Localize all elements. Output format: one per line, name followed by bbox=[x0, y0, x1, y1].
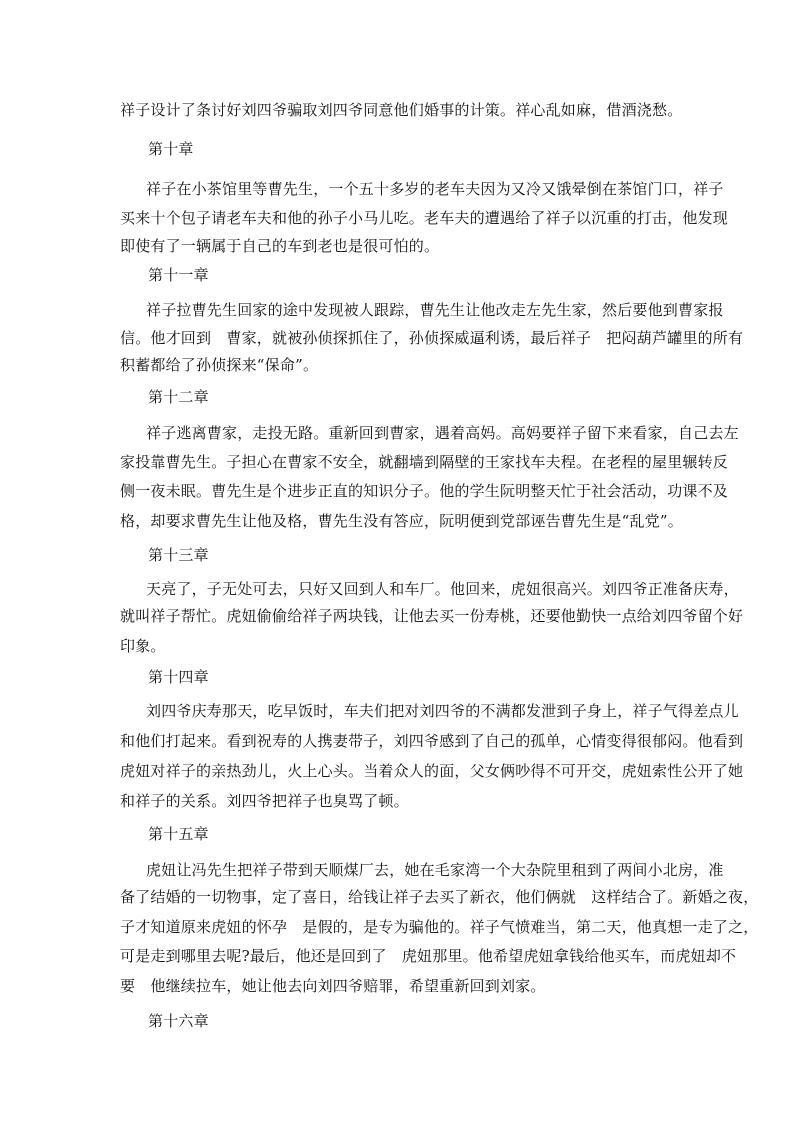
paragraph-line: 子才知道原来虎妞的怀孕 是假的，是专为骗他的。祥子气愤难当，第二天，他真想一走了之， bbox=[120, 918, 759, 936]
chapter-heading: 第十一章 bbox=[148, 266, 209, 284]
chapter-heading: 第十四章 bbox=[148, 668, 209, 686]
paragraph-line: 祥子设计了条讨好刘四爷骗取刘四爷同意他们婚事的计策。祥心乱如麻，借酒浇愁。 bbox=[120, 101, 683, 119]
paragraph-line: 买来十个包子请老车夫和他的孙子小马儿吃。老车夫的遭遇给了祥子以沉重的打击，他发现 bbox=[120, 209, 729, 227]
paragraph-line: 和祥子的关系。刘四爷把祥子也臭骂了顿。 bbox=[120, 792, 409, 810]
paragraph-line: 家投靠曹先生。子担心在曹家不安全，就翻墙到隔壁的王家找车夫程。在老程的屋里辗转反 bbox=[120, 453, 729, 471]
paragraph-line: 要 他继续拉车，她让他去向刘四爷赔罪，希望重新回到刘家。 bbox=[120, 977, 546, 995]
chapter-heading: 第十五章 bbox=[148, 825, 209, 843]
chapter-heading: 第十章 bbox=[148, 140, 194, 158]
paragraph-line: 虎妞对祥子的亲热劲儿，火上心头。当着众人的面，父女俩吵得不可开交，虎妞索性公开了她 bbox=[120, 762, 744, 780]
paragraph-line: 积蓄都给了孙侦探来“保命”。 bbox=[120, 356, 319, 374]
paragraph-line: 信。他才回到 曹家，就被孙侦探抓住了，孙侦探威逼利诱，最后祥子 把闷葫芦罐里的所有 bbox=[120, 329, 744, 347]
paragraph-line: 祥子在小茶馆里等曹先生，一个五十多岁的老车夫因为又冷又饿晕倒在茶馆门口，祥子 bbox=[146, 180, 724, 198]
chapter-heading: 第十二章 bbox=[148, 388, 209, 406]
paragraph-line: 就叫祥子帮忙。虎妞偷偷给祥子两块钱，让他去买一份寿桃，还要他勤快一点给刘四爷留个好 bbox=[120, 607, 744, 625]
chapter-heading: 第十三章 bbox=[148, 546, 209, 564]
paragraph-line: 即使有了一辆属于自己的车到老也是很可怕的。 bbox=[120, 237, 440, 255]
paragraph-line: 格，却要求曹先生让他及格，曹先生没有答应，阮明便到党部诬告曹先生是“乱党”。 bbox=[120, 512, 683, 530]
paragraph-line: 天亮了，子无处可去，只好又回到人和车厂。他回来，虎妞很高兴。刘四爷正准备庆寿， bbox=[146, 580, 739, 598]
paragraph-line: 备了结婚的一切物事，定了喜日，给钱让祥子去买了新衣，他们俩就 这样结合了。新婚之夜， bbox=[120, 888, 759, 906]
paragraph-line: 和他们打起来。看到祝寿的人携妻带子，刘四爷感到了自己的孤单，心情变得很郁闷。他看到 bbox=[120, 732, 744, 750]
paragraph-line: 虎妞让冯先生把祥子带到天顺煤厂去，她在毛家湾一个大杂院里租到了两间小北房，准 bbox=[146, 861, 724, 879]
paragraph-line: 印象。 bbox=[120, 637, 166, 655]
paragraph-line: 祥子逃离曹家，走投无路。重新回到曹家，遇着高妈。高妈要祥子留下来看家，自己去左 bbox=[146, 424, 739, 442]
paragraph-line: 可是走到哪里去呢?最后，他还是回到了 虎妞那里。他希望虎妞拿钱给他买车，而虎妞却不 bbox=[120, 947, 737, 965]
paragraph-line: 侧一夜未眠。曹先生是个进步正直的知识分子。他的学生阮明整天忙于社会活动，功课不及 bbox=[120, 482, 729, 500]
paragraph-line: 祥子拉曹先生回家的途中发现被人跟踪，曹先生让他改走左先生家，然后要他到曹家报 bbox=[146, 301, 724, 319]
chapter-heading: 第十六章 bbox=[148, 1012, 209, 1030]
paragraph-line: 刘四爷庆寿那天，吃早饭时，车夫们把对刘四爷的不满都发泄到子身上，祥子气得差点儿 bbox=[146, 702, 739, 720]
